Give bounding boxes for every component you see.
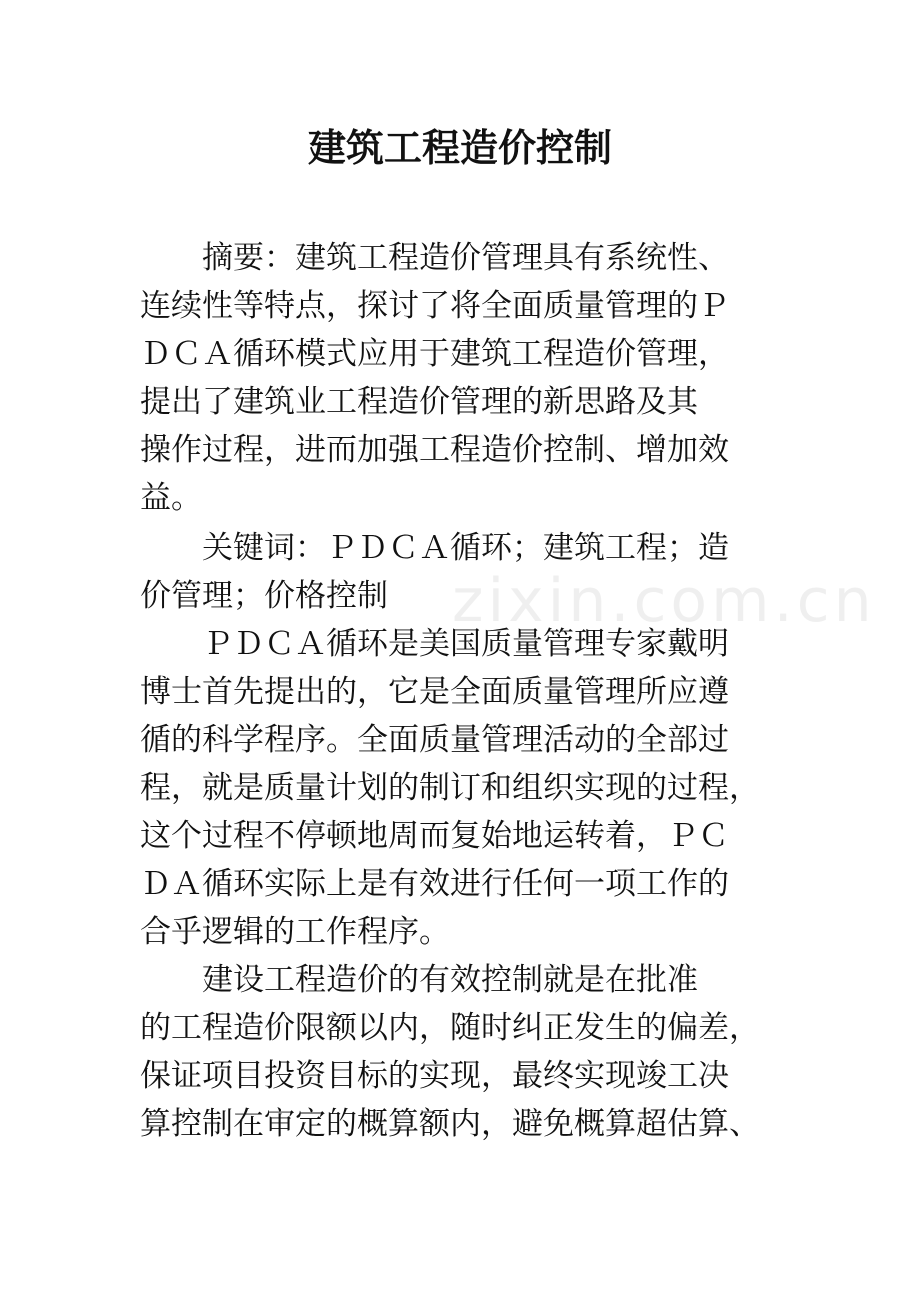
text-line: 价管理；价格控制 [140,578,388,614]
text-line: 连续性等特点，探讨了将全面质量管理的Ｐ [140,288,729,324]
text-line: 益。 [140,480,202,516]
text-line: 博士首先提出的，它是全面质量管理所应遵 [140,674,729,710]
text-line: 算控制在审定的概算额内，避免概算超估算、 [140,1106,760,1142]
text-line: ＰＤＣＡ循环是美国质量管理专家戴明 [140,626,729,662]
text-line: 循的科学程序。全面质量管理活动的全部过 [140,722,729,758]
text-line: ＤＣＡ循环模式应用于建筑工程造价管理， [140,336,729,372]
text-line: 的工程造价限额以内，随时纠正发生的偏差， [140,1010,760,1046]
text-line: 关键词：ＰＤＣＡ循环；建筑工程；造 [140,530,729,566]
text-line: 合乎逻辑的工作程序。 [140,914,450,950]
text-line: 建设工程造价的有效控制就是在批准 [140,962,698,998]
text-line: 这个过程不停顿地周而复始地运转着，ＰＣ [140,818,729,854]
text-line: 摘要：建筑工程造价管理具有系统性、 [140,240,729,276]
text-line: 保证项目投资目标的实现，最终实现竣工决 [140,1058,729,1094]
watermark: zixin.com.cn [452,566,876,636]
document-title: 建筑工程造价控制 [307,126,612,170]
text-line: 程，就是质量计划的制订和组织实现的过程， [140,770,760,806]
text-line: 提出了建筑业工程造价管理的新思路及其 [140,384,698,420]
text-line: ＤＡ循环实际上是有效进行任何一项工作的 [140,866,729,902]
text-line: 操作过程，进而加强工程造价控制、增加效 [140,432,729,468]
